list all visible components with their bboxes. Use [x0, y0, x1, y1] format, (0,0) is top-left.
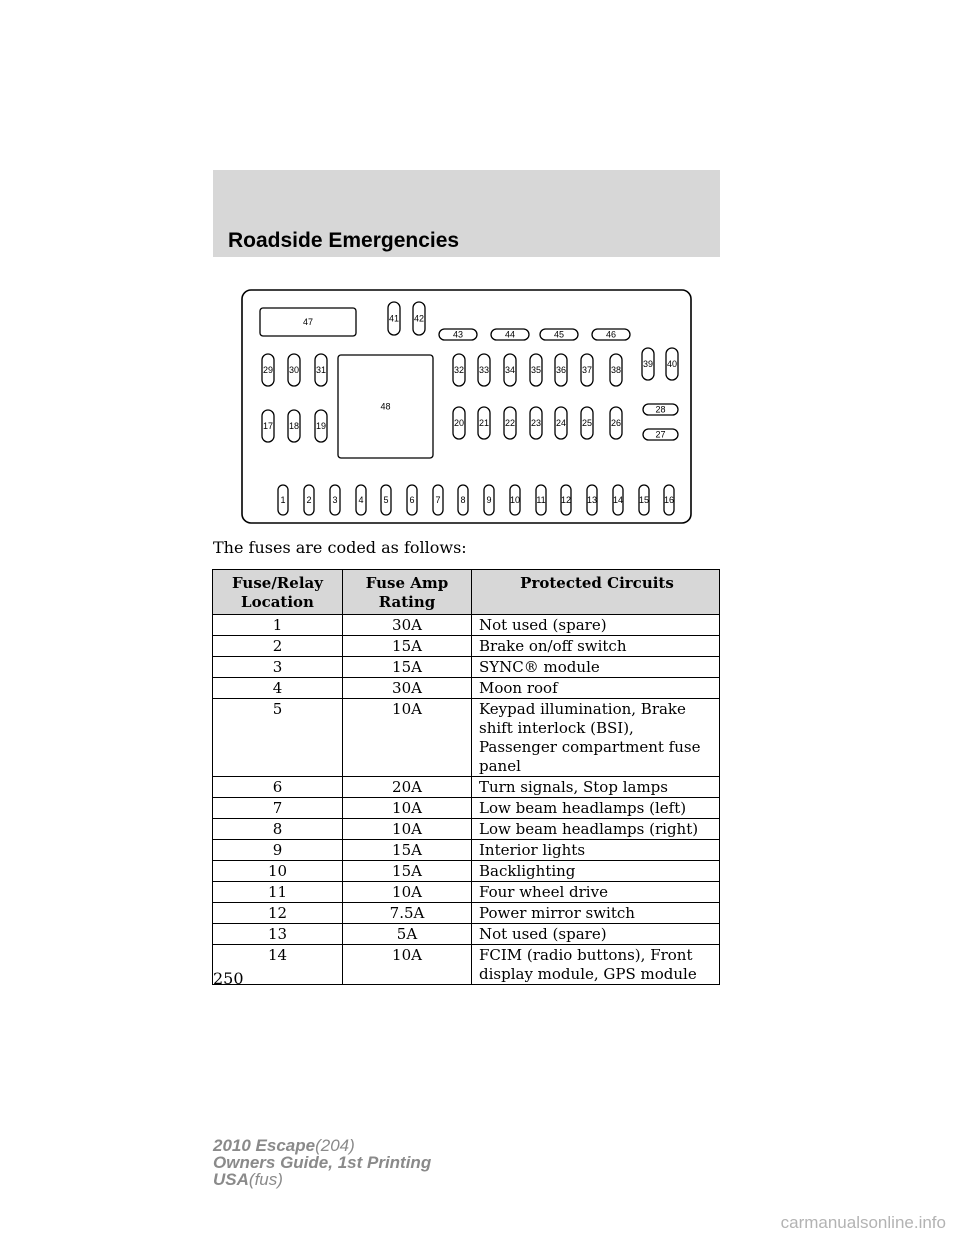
fuse-label: 4 — [358, 495, 364, 505]
fuse-slot — [478, 354, 490, 386]
fuse-slot — [278, 485, 288, 515]
cell-amp-rating: 20A — [343, 777, 472, 798]
cell-amp-rating: 10A — [343, 699, 472, 777]
fuse-slot — [453, 407, 465, 439]
fuse-label: 47 — [302, 317, 314, 327]
fuse-slot — [581, 354, 593, 386]
table-row — [213, 924, 720, 945]
fuse-label: 2 — [306, 495, 312, 505]
fuse-slot — [643, 429, 678, 440]
cell-protected-circuits: Turn signals, Stop lamps — [472, 777, 720, 798]
fuse-label: 40 — [666, 359, 678, 369]
watermark: carmanualsonline.info — [780, 1213, 946, 1232]
fuse-label: 26 — [610, 418, 622, 428]
cell-location: 14 — [213, 945, 343, 985]
cell-amp-rating: 5A — [343, 924, 472, 945]
fuse-label: 43 — [452, 329, 464, 340]
cell-amp-rating: 30A — [343, 615, 472, 636]
cell-protected-circuits: Four wheel drive — [472, 882, 720, 903]
table-header-row — [213, 570, 720, 615]
fuse-slot — [555, 354, 567, 386]
cell-location: 12 — [213, 903, 343, 924]
table-row — [213, 657, 720, 678]
fuse-slot — [315, 410, 327, 442]
fuse-slot — [510, 485, 520, 515]
fuse-label: 38 — [610, 365, 622, 375]
fuse-slot — [642, 348, 654, 380]
fuse-label: 15 — [638, 495, 650, 505]
fuse-label: 6 — [409, 495, 415, 505]
fuse-label: 7 — [435, 495, 441, 505]
fuse-label: 13 — [586, 495, 598, 505]
fuse-slot — [536, 485, 546, 515]
fuse-label: 5 — [383, 495, 389, 505]
fuse-slot — [388, 302, 400, 335]
table-row — [213, 903, 720, 924]
table-row — [213, 678, 720, 699]
fuse-slot — [262, 354, 274, 386]
fuse-label: 10 — [509, 495, 521, 505]
fuse-slot — [666, 348, 678, 380]
fuse-label: 46 — [605, 329, 617, 340]
fuse-label: 34 — [504, 365, 516, 375]
cell-protected-circuits: Brake on/off switch — [472, 636, 720, 657]
fuse-label: 31 — [315, 365, 327, 375]
header-amp-rating: Fuse Amp Rating — [343, 570, 472, 615]
footer-model: 2010 Escape — [213, 1136, 316, 1155]
cell-location: 5 — [213, 699, 343, 777]
cell-location: 10 — [213, 861, 343, 882]
table-row — [213, 861, 720, 882]
fuse-slot — [491, 329, 529, 340]
fuse-label: 9 — [486, 495, 492, 505]
fuse-label: 8 — [460, 495, 466, 505]
fuse-panel-diagram — [241, 289, 693, 525]
cell-protected-circuits: Not used (spare) — [472, 924, 720, 945]
table-row — [213, 699, 720, 777]
fuse-slot — [260, 308, 356, 336]
cell-protected-circuits: SYNC® module — [472, 657, 720, 678]
table-row — [213, 615, 720, 636]
fuse-slot — [381, 485, 391, 515]
fuse-label: 17 — [262, 421, 274, 431]
cell-amp-rating: 7.5A — [343, 903, 472, 924]
footer-guide: Owners Guide, 1st Printing — [213, 1153, 432, 1172]
fuse-label: 19 — [315, 421, 327, 431]
cell-location: 13 — [213, 924, 343, 945]
fuse-slot — [610, 354, 622, 386]
cell-amp-rating: 15A — [343, 636, 472, 657]
fuse-slot — [478, 407, 490, 439]
fuse-label: 28 — [655, 404, 666, 415]
fuse-label: 25 — [581, 418, 593, 428]
footer-model-code: (204) — [315, 1136, 355, 1155]
fuse-slot — [664, 485, 674, 515]
cell-amp-rating: 15A — [343, 840, 472, 861]
section-title: Roadside Emergencies — [228, 229, 460, 252]
table-row — [213, 945, 720, 985]
cell-protected-circuits: Keypad illumination, Brake shift interlock (BSI), Passenger compartment fuse panel — [472, 699, 720, 777]
cell-protected-circuits: Low beam headlamps (right) — [472, 819, 720, 840]
fuse-slot — [555, 407, 567, 439]
fuse-slot — [330, 485, 340, 515]
fuse-slot — [453, 354, 465, 386]
cell-amp-rating: 15A — [343, 861, 472, 882]
cell-location: 8 — [213, 819, 343, 840]
fuse-slot — [413, 302, 425, 335]
fuse-slot — [504, 407, 516, 439]
fuse-slot — [458, 485, 468, 515]
table-row — [213, 840, 720, 861]
fuse-slot — [304, 485, 314, 515]
fuse-label: 35 — [530, 365, 542, 375]
fuse-slot — [288, 410, 300, 442]
cell-location: 7 — [213, 798, 343, 819]
fuse-label: 29 — [262, 365, 274, 375]
fuse-slot — [439, 329, 477, 340]
header-protected-circuits: Protected Circuits — [472, 570, 720, 615]
cell-protected-circuits: Backlighting — [472, 861, 720, 882]
cell-protected-circuits: Moon roof — [472, 678, 720, 699]
cell-location: 1 — [213, 615, 343, 636]
table-row — [213, 636, 720, 657]
fuse-slot — [484, 485, 494, 515]
cell-protected-circuits: Low beam headlamps (left) — [472, 798, 720, 819]
cell-protected-circuits: Power mirror switch — [472, 903, 720, 924]
footer — [213, 1137, 431, 1188]
fuse-label: 37 — [581, 365, 593, 375]
cell-location: 6 — [213, 777, 343, 798]
fuse-slot — [504, 354, 516, 386]
cell-location: 9 — [213, 840, 343, 861]
fuse-label: 24 — [555, 418, 567, 428]
cell-location: 2 — [213, 636, 343, 657]
fuse-label: 21 — [478, 418, 490, 428]
footer-market-code: (fus) — [248, 1170, 283, 1189]
fuse-label: 33 — [478, 365, 490, 375]
fuse-label: 45 — [553, 329, 565, 340]
table-row — [213, 777, 720, 798]
cell-amp-rating: 10A — [343, 945, 472, 985]
fuse-label: 30 — [288, 365, 300, 375]
fuse-slot — [530, 354, 542, 386]
fuse-label: 18 — [288, 421, 300, 431]
cell-amp-rating: 30A — [343, 678, 472, 699]
fuse-label: 16 — [663, 495, 675, 505]
fuse-slot — [587, 485, 597, 515]
fuse-label: 44 — [504, 329, 516, 340]
fuse-slot — [433, 485, 443, 515]
table-row — [213, 798, 720, 819]
fuse-slot — [643, 404, 678, 415]
fuse-label: 12 — [560, 495, 572, 505]
fuse-label: 22 — [504, 418, 516, 428]
fuse-label: 39 — [642, 359, 654, 369]
fuse-slot — [356, 485, 366, 515]
fuse-slot — [592, 329, 630, 340]
fuse-slot — [561, 485, 571, 515]
fuse-slot — [613, 485, 623, 515]
cell-amp-rating: 10A — [343, 819, 472, 840]
fuse-slot — [639, 485, 649, 515]
fuse-table — [212, 569, 720, 985]
fuse-slot — [407, 485, 417, 515]
cell-protected-circuits: Not used (spare) — [472, 615, 720, 636]
fuse-label: 41 — [388, 313, 400, 324]
cell-protected-circuits: FCIM (radio buttons), Front display module, GPS module — [472, 945, 720, 985]
cell-location: 3 — [213, 657, 343, 678]
intro-text: The fuses are coded as follows: — [213, 538, 467, 557]
fuse-label: 48 — [380, 401, 391, 412]
cell-amp-rating: 10A — [343, 882, 472, 903]
fuse-slot — [338, 355, 433, 458]
fuse-label: 1 — [280, 495, 286, 505]
fuse-label: 23 — [530, 418, 542, 428]
footer-market: USA — [213, 1170, 249, 1189]
header-location: Fuse/Relay Location — [213, 570, 343, 615]
fuse-label: 14 — [612, 495, 624, 505]
cell-protected-circuits: Interior lights — [472, 840, 720, 861]
fuse-label: 3 — [332, 495, 338, 505]
fuse-label: 20 — [453, 418, 465, 428]
cell-amp-rating: 15A — [343, 657, 472, 678]
table-row — [213, 882, 720, 903]
cell-location: 11 — [213, 882, 343, 903]
fuse-slot — [315, 354, 327, 386]
fuse-slot — [262, 410, 274, 442]
fuse-label: 11 — [536, 495, 546, 505]
fuse-slot — [540, 329, 578, 340]
fuse-label: 32 — [453, 365, 465, 375]
fuse-slot — [288, 354, 300, 386]
table-row — [213, 819, 720, 840]
cell-location: 4 — [213, 678, 343, 699]
cell-amp-rating: 10A — [343, 798, 472, 819]
fuse-label: 27 — [655, 429, 666, 440]
fuse-slot — [581, 407, 593, 439]
page-number: 250 — [213, 969, 244, 988]
fuse-slot — [530, 407, 542, 439]
fuse-label: 36 — [555, 365, 567, 375]
fuse-slot — [610, 407, 622, 439]
fuse-label: 42 — [413, 313, 425, 324]
